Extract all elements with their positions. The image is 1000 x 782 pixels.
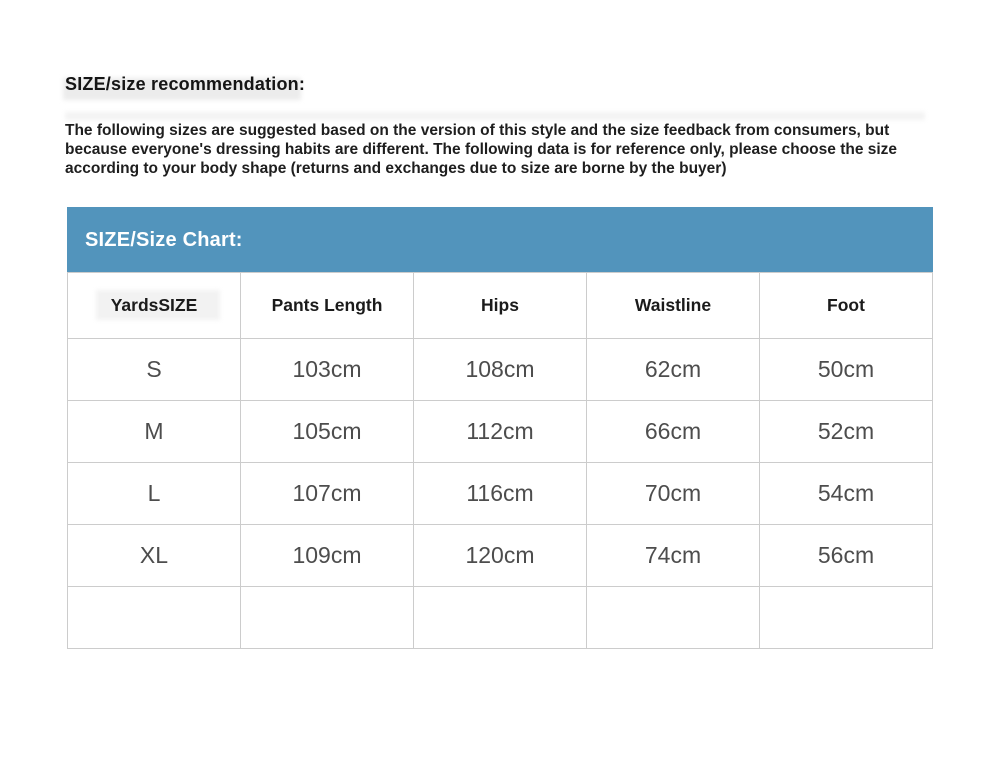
measurement-cell: 120cm xyxy=(414,524,587,586)
measurement-cell: 70cm xyxy=(587,462,760,524)
size-chart-section xyxy=(67,207,933,649)
measurement-cell: 50cm xyxy=(760,338,933,400)
measurement-cell: 56cm xyxy=(760,524,933,586)
measurement-cell xyxy=(587,586,760,648)
measurement-cell: 52cm xyxy=(760,400,933,462)
measurement-cell: 103cm xyxy=(241,338,414,400)
size-chart-banner: SIZE/Size Chart: xyxy=(67,207,933,272)
table-row-m xyxy=(68,400,933,462)
measurement-cell: 108cm xyxy=(414,338,587,400)
measurement-cell: 109cm xyxy=(241,524,414,586)
measurement-cell: 107cm xyxy=(241,462,414,524)
size-label-cell: XL xyxy=(68,524,241,586)
measurement-cell xyxy=(241,586,414,648)
measurement-cell xyxy=(760,586,933,648)
size-table xyxy=(67,272,933,649)
size-label-cell: L xyxy=(68,462,241,524)
column-header-pants-length: Pants Length xyxy=(241,272,414,338)
size-table-body xyxy=(68,338,933,648)
size-table-head xyxy=(68,272,933,338)
size-label-cell: S xyxy=(68,338,241,400)
column-header-foot: Foot xyxy=(760,272,933,338)
empty-row xyxy=(68,586,933,648)
column-header-waistline: Waistline xyxy=(587,272,760,338)
measurement-cell: 105cm xyxy=(241,400,414,462)
size-table-header-row xyxy=(68,272,933,338)
page-title: SIZE/size recommendation: xyxy=(65,74,1000,95)
size-label-cell xyxy=(68,586,241,648)
measurement-cell: 54cm xyxy=(760,462,933,524)
intro-paragraph: The following sizes are suggested based on the version of this style and the size feedback from consumers, but because everyone's dressing habits are different. The following data is for reference only, please choose the size according to your body shape (returns and exchanges due to size are borne by the buyer) xyxy=(65,121,943,179)
measurement-cell xyxy=(414,586,587,648)
column-header-yardssize: YardsSIZE xyxy=(68,272,241,338)
measurement-cell: 66cm xyxy=(587,400,760,462)
table-row-l xyxy=(68,462,933,524)
measurement-cell: 74cm xyxy=(587,524,760,586)
size-label-cell: M xyxy=(68,400,241,462)
measurement-cell: 116cm xyxy=(414,462,587,524)
table-row-xl xyxy=(68,524,933,586)
column-header-hips: Hips xyxy=(414,272,587,338)
measurement-cell: 112cm xyxy=(414,400,587,462)
measurement-cell: 62cm xyxy=(587,338,760,400)
table-row-s xyxy=(68,338,933,400)
